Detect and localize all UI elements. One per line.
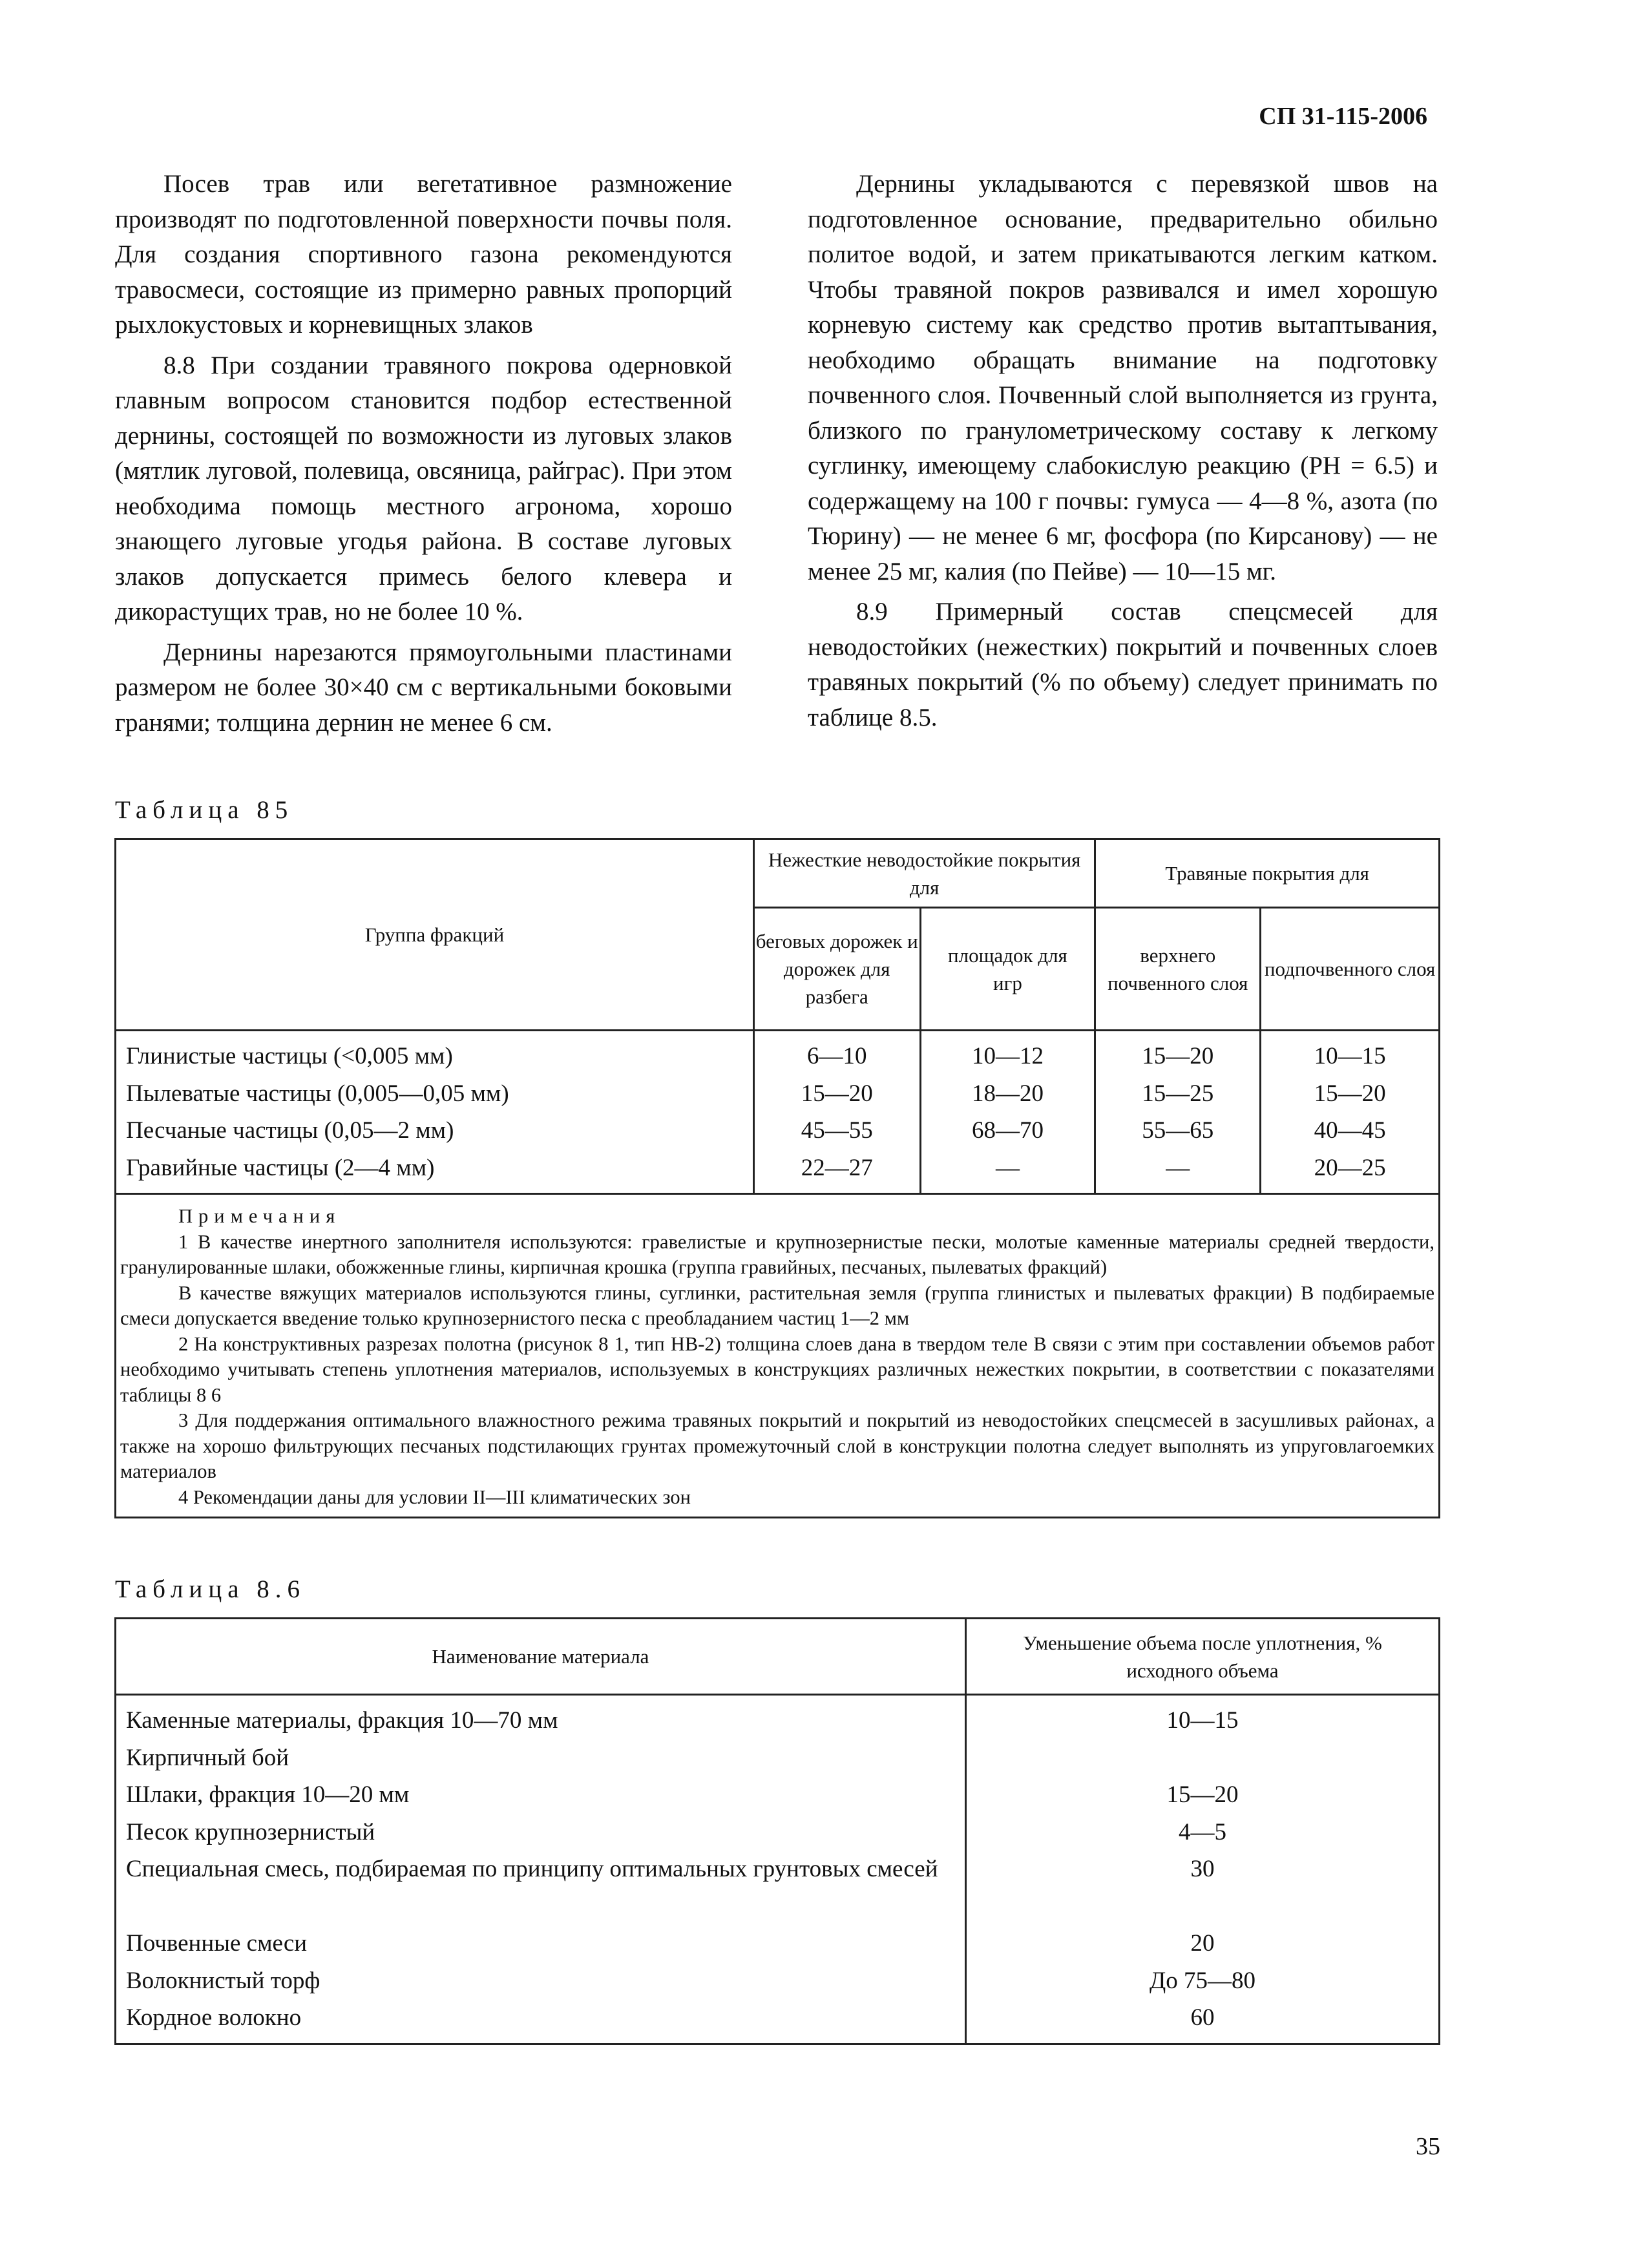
page-number: 35 [1416,2133,1440,2160]
row-label: Пылеватые частицы (0,005—0,05 мм) [116,1075,754,1113]
row-label: Гравийные частицы (2—4 мм) [116,1150,754,1194]
table-8-5 [114,838,1440,1518]
table-row [116,1814,1440,1851]
cell-value: 30 [966,1851,1440,1925]
header-volume-reduction: Уменьшение объема после уплотнения, % исходного объема [966,1619,1440,1695]
cell-value: 55—65 [1095,1112,1261,1150]
paragraph-sowing: Посев трав или вегетативное размножение производят по подготовленной поверхности почвы поля. Для создания спортивного газона рекомендуются травосмеси, состоящие из примерно равных пропорций рыхлокустовых и корневищных злаков [115,170,732,339]
cell-value: 15—25 [1095,1075,1261,1113]
table-row [116,1739,1440,1777]
header-group-nonrigid: Нежесткие неводостойкие покрытия для [753,839,1095,908]
document-code: СП 31-115-2006 [1259,103,1427,130]
table-row [116,1075,1440,1113]
table-row [116,1112,1440,1150]
cell-value: 4—5 [966,1814,1440,1851]
header-group-grass: Травяные покрытия для [1095,839,1440,908]
cell-value: 22—27 [753,1150,920,1194]
header-top-soil: верхнего почвенного слоя [1095,908,1261,1031]
cell-value: 15—20 [1095,1031,1261,1075]
cell-value: 10—15 [1261,1031,1440,1075]
cell-value: До 75—80 [966,1962,1440,2000]
paragraph-turf-laying: Дернины укладываются с перевязкой швов на подготовленное основание, предварительно обильно политое водой, и затем прикатываются легким катком. Чтобы травяной покров развивался и имел хорошую корневую систему как средство против вытаптывания, необходимо обращать внимание на подготовку почвенного слоя. Почвенный слой выполняется из грунта, близкого по гранулометрическому составу к легкому суглинку, имеющему слабокислую реакцию (PH = 6.5) и содержащему на 100 г почвы: гумуса — 4—8 %, азота (по Тюрину) — не менее 6 мг, фосфора (по Кирсанову) — не менее 25 мг, калия (по Пейве) — 10—15 мг. [808,170,1438,585]
notes-title: Примечания [178,1205,341,1227]
left-text-column [115,167,732,746]
cell-value: 60 [966,1999,1440,2044]
table-8-6-caption: Таблица 8.6 [115,1575,306,1603]
row-label: Шлаки, фракция 10—20 мм [116,1776,966,1814]
table-8-5-caption: Таблица 85 [115,796,294,824]
header-running-tracks: беговых дорожек и дорожек для разбега [753,908,920,1031]
table-notes [116,1194,1440,1518]
cell-value: 20 [966,1925,1440,1962]
cell-value: 15—20 [1261,1075,1440,1113]
note-item: 3 Для поддержания оптимального влажностного режима травяных покрытий и покрытий из неводостойких спецсмесей в засушливых районах, а также на хорошо фильтрующих песчаных подстилающих грунтах промежуточный слой в конструкции полотна следует выполнять из упруговлагоемких материалов [120,1409,1434,1482]
cell-value: 10—15 [966,1695,1440,1739]
paragraph-turf-cutting: Дернины нарезаются прямоугольными пластинами размером не более 30×40 см с вертикальными боковыми гранями; толщина дернин не менее 6 см. [115,638,732,737]
cell-value: 20—25 [1261,1150,1440,1194]
header-fraction-group: Группа фракций [116,839,754,1031]
table-row [116,1150,1440,1194]
table-row [116,1999,1440,2044]
cell-value: 68—70 [920,1112,1095,1150]
note-item: В качестве вяжущих материалов используются глины, суглинки, растительная земля (группа глинистых и пылеватых фракции) В подбираемые смеси допускается введение только крупнозернистого песка с преобладанием частиц 1—2 мм [120,1281,1434,1329]
header-subsoil: подпочвенного слоя [1261,908,1440,1031]
row-label: Песок крупнозернистый [116,1814,966,1851]
row-label: Кирпичный бой [116,1739,966,1777]
paragraph-8-9: 8.9 Примерный состав спецсмесей для неводостойких (нежестких) покрытий и почвенных слоев травяных покрытий (% по объему) следует принимать по таблице 8.5. [808,598,1438,731]
cell-value: 45—55 [753,1112,920,1150]
table-row [116,1925,1440,1962]
cell-value: 10—12 [920,1031,1095,1075]
row-label: Специальная смесь, подбираемая по принципу оптимальных грунтовых смесей [116,1851,966,1925]
table-row [116,1695,1440,1739]
right-text-column [808,167,1438,740]
header-playgrounds: площадок для игр [920,908,1095,1031]
row-label: Песчаные частицы (0,05—2 мм) [116,1112,754,1150]
table-row [116,1962,1440,2000]
note-item: 4 Рекомендации даны для условии II—III климатических зон [178,1486,691,1508]
cell-value: 15—20 [753,1075,920,1113]
row-label: Кордное волокно [116,1999,966,2044]
row-label: Волокнистый торф [116,1962,966,2000]
cell-value: 15—20 [966,1776,1440,1814]
cell-value: 18—20 [920,1075,1095,1113]
row-label: Глинистые частицы (<0,005 мм) [116,1031,754,1075]
row-label: Каменные материалы, фракция 10—70 мм [116,1695,966,1739]
table-8-6 [114,1617,1440,2045]
cell-value: — [920,1150,1095,1194]
table-row [116,1031,1440,1075]
note-item: 1 В качестве инертного заполнителя используются: гравелистые и крупнозернистые пески, молотые каменные материалы средней твердости, гранулированные шлаки, обожженные глины, кирпичная крошка (группа гравийных, песчаных, пылеватых фракций) [120,1230,1434,1278]
cell-value: — [1095,1150,1261,1194]
header-material-name: Наименование материала [116,1619,966,1695]
table-row [116,1776,1440,1814]
cell-value: 6—10 [753,1031,920,1075]
cell-value: 40—45 [1261,1112,1440,1150]
cell-value [966,1739,1440,1777]
paragraph-8-8: 8.8 При создании травяного покрова одерновкой главным вопросом становится подбор естественной дернины, состоящей по возможности из луговых злаков (мятлик луговой, полевица, овсяница, райграс). При этом необходима помощь местного агронома, хорошо знающего луговые угодья района. В составе луговых злаков допускается примесь белого клевера и дикорастущих трав, но не более 10 %. [115,351,732,625]
note-item: 2 На конструктивных разрезах полотна (рисунок 8 1, тип НВ-2) толщина слоев дана в твердом теле В связи с этим при составлении объемов работ необходимо учитывать степень уплотнения материалов, используемых в конструкциях различных нежестких покрытии, в соответствии с показателями таблицы 8 6 [120,1332,1434,1406]
row-label: Почвенные смеси [116,1925,966,1962]
table-row [116,1851,1440,1925]
